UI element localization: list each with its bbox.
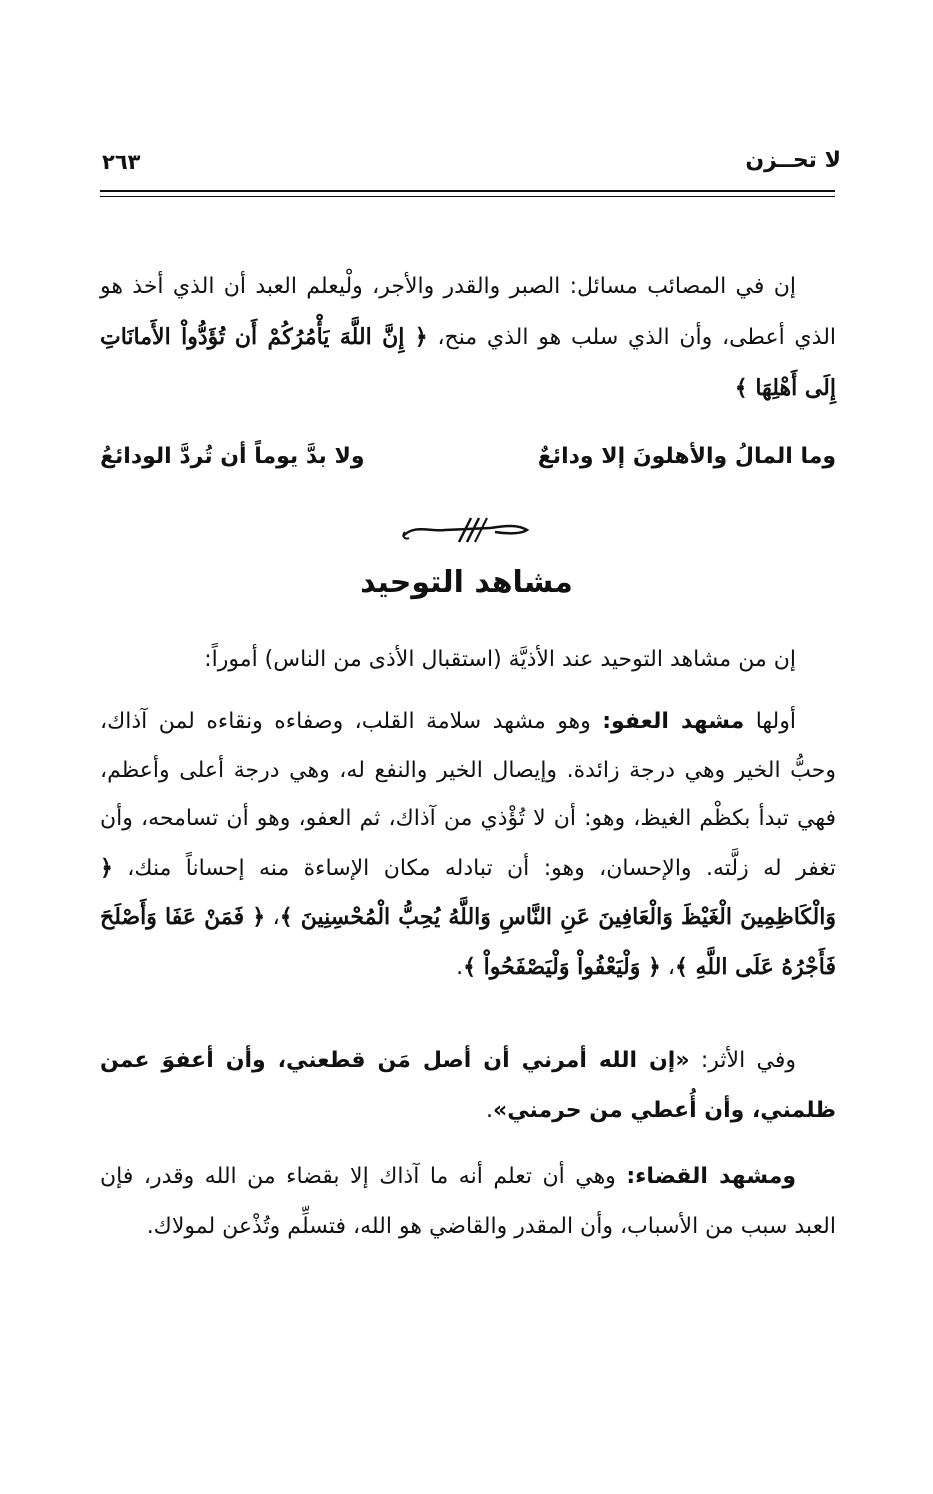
poem-hemistich-left: ولا بدَّ يوماً أن تُردَّ الودائعُ [100,444,365,469]
afw-paragraph [100,698,836,992]
athar-end: . [486,1098,494,1123]
intro-paragraph [100,262,836,414]
page-number: ٢٦٣ [102,150,141,174]
athar-prefix: وفي الأثر: [700,1048,796,1073]
qada-paragraph [100,1152,836,1252]
quran-verse-faman-afa: ﴿ فَمَنْ عَفَا وَأَصْلَحَ فَأَجْرُهُ عَلَى اللَّهِ ﴾ [100,904,836,980]
afw-term: مشهد العفو: [602,709,745,734]
quran-verse-kazimin: ﴿ وَالْكَاظِمِينَ الْغَيْظَ وَالْعَافِينَ عَنِ النَّاسِ وَاللَّهُ يُحِبُّ الْمُحْسِنِينَ ﴾ [100,854,836,930]
afw-text: وهو مشهد سلامة القلب، وصفاءه ونقاءه لمن آذاك، وحبُّ الخير وهي درجة زائدة. وإيصال الخير والنفع له، وهي درجة أعلى وأعظم، فهي تبدأ بكظْم الغيظ، وهو: أن لا تُؤْذي من آذاك، ثم العفو، وهو أن تسامحه، وأن تغفر له زلَّته. والإحسان، وهو: أن تبادله مكان الإساءة منه إحساناً منك، [100,709,836,881]
verse-separator: ، [667,954,675,980]
section-divider-ornament-icon [395,510,535,550]
intro-line-2-text: أخذ هو الذي أعطى، وأن الذي سلب هو الذي منح، [100,274,837,350]
athar-paragraph [100,1036,836,1136]
quran-verse-amanat-part1: ﴿ إِنَّ اللَّهَ يَأْمُرُكُمْ أَن [234,324,428,350]
lead-paragraph: إن من مشاهد التوحيد عند الأذيَّة (استقبال الأذى من الناس) أموراً: [204,647,796,672]
header-rule-thick [100,190,835,192]
qada-term: ومشهد القضاء: [626,1164,797,1189]
qada-text: وهي أن تعلم أنه ما آذاك إلا بقضاء من الله وقدر، فإن العبد سبب من الأسباب، وأن المقدر والقاضي هو الله، فتسلِّم وتُذْعن لمولاك. [100,1164,836,1239]
quran-verse-amanat-part2: تُؤَدُّواْ الأَمانَاتِ إِلَى أَهْلِهَا ﴾ [100,324,836,401]
verse-separator: ، [272,905,280,930]
quran-verse-walyafu: ﴿ وَلْيَعْفُواْ وَلْيَصْفَحُواْ ﴾ [463,953,661,980]
athar-quote: «إن الله أمرني أن أصل مَن قطعني، وأن أعفوَ عمن ظلمني، وأن أُعطي من حرمني» [100,1048,836,1123]
intro-line-1: إن في المصائب مسائل: الصبر والقدر والأجر، ولْيعلم العبد أن الذي [172,274,796,299]
header-rule-thin [100,196,835,197]
poem-hemistich-right: وما المالُ والأهلونَ إلا ودائعٌ [537,444,836,469]
running-header-title: لا تحــزن [745,148,841,173]
afw-end: . [456,954,464,980]
section-title: مشاهد التوحيد [360,565,573,600]
afw-prefix: أولها [755,709,796,734]
